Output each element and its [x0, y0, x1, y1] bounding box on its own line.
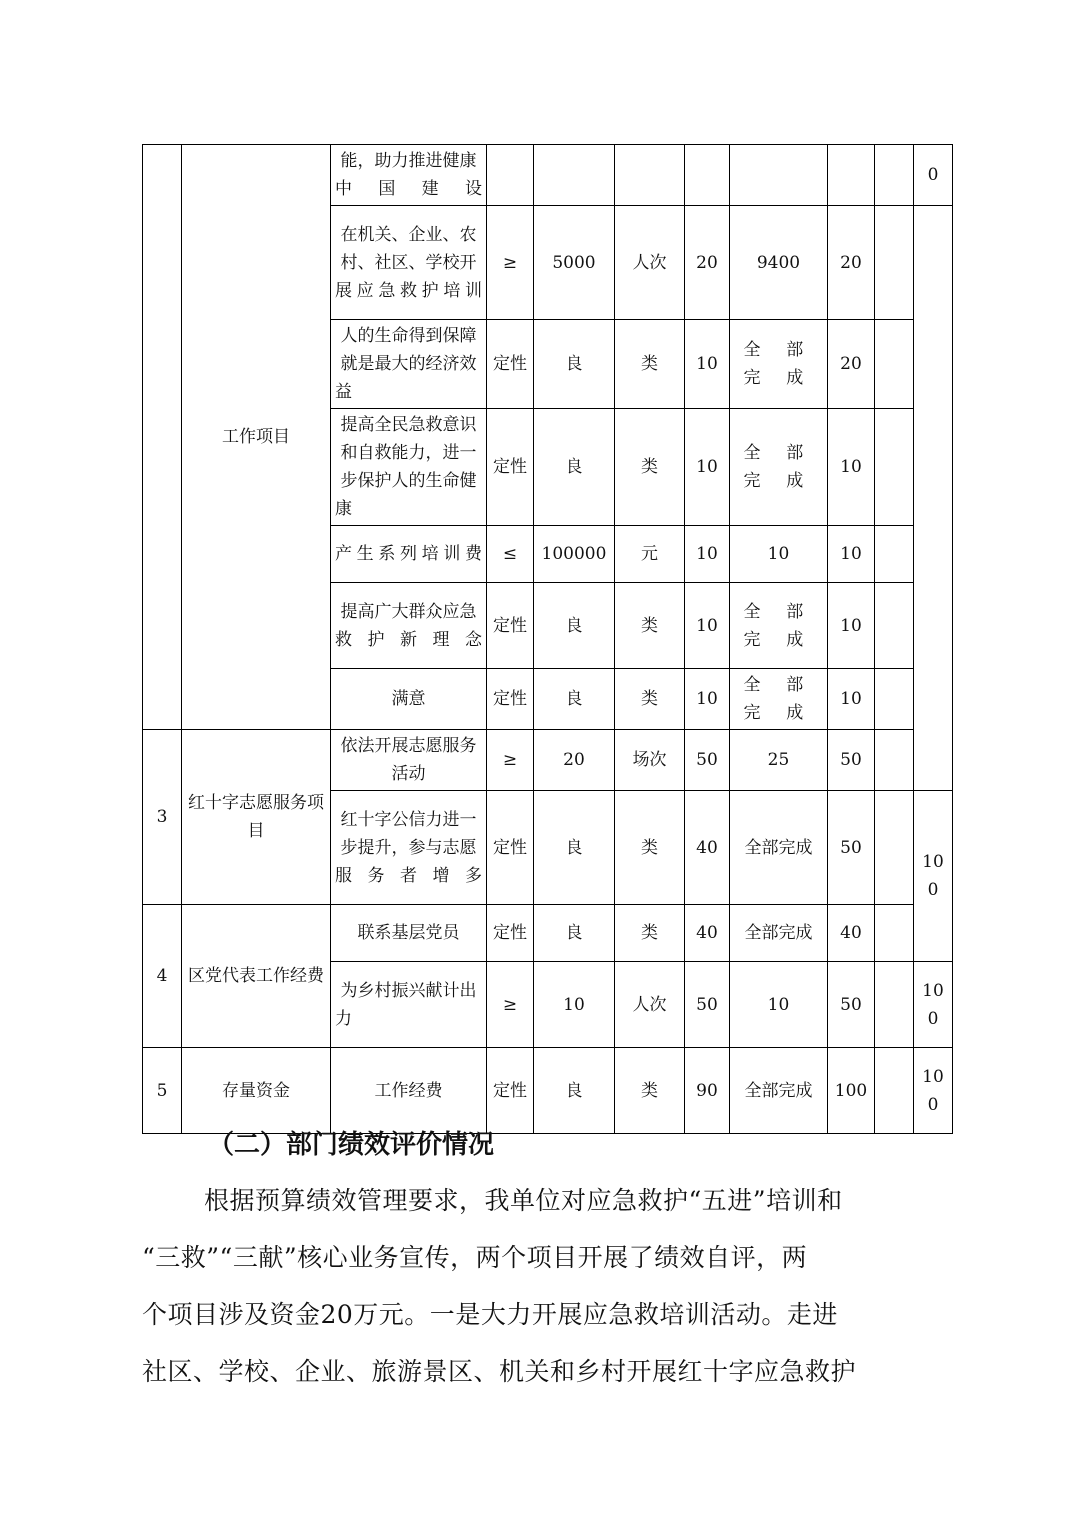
table-row: [143, 145, 953, 206]
indicator-cell: 满意: [331, 669, 487, 730]
weight-cell: 90: [685, 1048, 730, 1134]
symbol-cell: ≤: [487, 526, 534, 583]
score-cell: 10: [828, 526, 875, 583]
indicator-cell: 提高全民急救意识和自救能力，进一步保护人的生命健康: [331, 409, 487, 526]
unit-cell: 场次: [615, 730, 685, 791]
symbol-cell: 定性: [487, 1048, 534, 1134]
indicator-cell: 在机关、企业、农村、社区、学校开展应急救护培训: [331, 206, 487, 320]
symbol-cell: 定性: [487, 320, 534, 409]
total-score-cell: 100: [914, 1048, 953, 1134]
weight-cell: 50: [685, 730, 730, 791]
value-cell: 良: [534, 791, 615, 905]
paragraph-line: “三救”“三献”核心业务宣传，两个项目开展了绩效自评，两: [142, 1243, 808, 1272]
weight-cell: 20: [685, 206, 730, 320]
table-row: [143, 905, 953, 962]
project-cell: 区党代表工作经费: [182, 905, 331, 1048]
symbol-cell: 定性: [487, 669, 534, 730]
value-cell: 良: [534, 669, 615, 730]
symbol-cell: ≥: [487, 962, 534, 1048]
value-cell: 20: [534, 730, 615, 791]
value-cell: 良: [534, 1048, 615, 1134]
indicator-cell: 产生系列培训费: [331, 526, 487, 583]
symbol-cell: ≥: [487, 206, 534, 320]
actual-cell: 25: [730, 730, 828, 791]
indicator-cell: 提高广大群众应急救护新理念: [331, 583, 487, 669]
actual-cell: 全 部 完 成: [730, 583, 828, 669]
total-score-cell: [914, 206, 953, 791]
weight-cell: 10: [685, 320, 730, 409]
indicator-cell: 依法开展志愿服务活动: [331, 730, 487, 791]
weight-cell: 10: [685, 409, 730, 526]
unit-cell: 类: [615, 669, 685, 730]
indicator-cell: 联系基层党员: [331, 905, 487, 962]
indicator-cell: 红十字公信力进一步提升，参与志愿服务者增多: [331, 791, 487, 905]
unit-cell: 人次: [615, 206, 685, 320]
section-heading: （二）部门绩效评价情况: [208, 1130, 495, 1160]
score-cell: 20: [828, 320, 875, 409]
no-cell: 3: [143, 730, 182, 905]
unit-cell: 人次: [615, 962, 685, 1048]
actual-cell: 全部完成: [730, 905, 828, 962]
performance-table: [142, 144, 953, 1134]
unit-cell: 元: [615, 526, 685, 583]
actual-cell: 全 部 完 成: [730, 320, 828, 409]
value-cell: 良: [534, 583, 615, 669]
paragraph-line: 个项目涉及资金20万元。一是大力开展应急救培训活动。走进: [142, 1300, 838, 1329]
weight-cell: 40: [685, 791, 730, 905]
indicator-cell: 工作经费: [331, 1048, 487, 1134]
project-cell: 工作项目: [182, 145, 331, 730]
weight-cell: 10: [685, 583, 730, 669]
table-row: [143, 1048, 953, 1134]
total-score-cell: 0: [914, 145, 953, 206]
indicator-cell: 为乡村振兴献计出力: [331, 962, 487, 1048]
weight-cell: 10: [685, 669, 730, 730]
weight-cell: 40: [685, 905, 730, 962]
score-cell: 20: [828, 206, 875, 320]
table-row: [143, 730, 953, 791]
weight-cell: 50: [685, 962, 730, 1048]
score-cell: 10: [828, 409, 875, 526]
symbol-cell: ≥: [487, 730, 534, 791]
symbol-cell: 定性: [487, 905, 534, 962]
value-cell: 良: [534, 905, 615, 962]
actual-cell: 全 部 完 成: [730, 409, 828, 526]
score-cell: 50: [828, 962, 875, 1048]
indicator-cell: 能，助力推进健康中国建设: [331, 145, 487, 206]
score-cell: 10: [828, 583, 875, 669]
symbol-cell: 定性: [487, 583, 534, 669]
actual-cell: 全部完成: [730, 1048, 828, 1134]
body-paragraph: [142, 1172, 942, 1400]
score-cell: 50: [828, 791, 875, 905]
unit-cell: 类: [615, 905, 685, 962]
actual-cell: 9400: [730, 206, 828, 320]
paragraph-line: 根据预算绩效管理要求，我单位对应急救护“五进”培训和: [204, 1186, 843, 1215]
value-cell: 100000: [534, 526, 615, 583]
project-cell: 存量资金: [182, 1048, 331, 1134]
score-cell: 100: [828, 1048, 875, 1134]
symbol-cell: 定性: [487, 791, 534, 905]
value-cell: 10: [534, 962, 615, 1048]
value-cell: 良: [534, 409, 615, 526]
unit-cell: 类: [615, 791, 685, 905]
no-cell: 4: [143, 905, 182, 1048]
value-cell: 5000: [534, 206, 615, 320]
value-cell: 良: [534, 320, 615, 409]
no-cell: 5: [143, 1048, 182, 1134]
total-score-cell: 100: [914, 791, 953, 962]
project-cell: 红十字志愿服务项目: [182, 730, 331, 905]
paragraph-line: 社区、学校、企业、旅游景区、机关和乡村开展红十字应急救护: [142, 1357, 857, 1386]
score-cell: 40: [828, 905, 875, 962]
unit-cell: 类: [615, 1048, 685, 1134]
score-cell: 10: [828, 669, 875, 730]
actual-cell: 10: [730, 962, 828, 1048]
total-score-cell: 100: [914, 962, 953, 1048]
score-cell: 50: [828, 730, 875, 791]
symbol-cell: 定性: [487, 409, 534, 526]
actual-cell: 全部完成: [730, 791, 828, 905]
weight-cell: 10: [685, 526, 730, 583]
indicator-cell: 人的生命得到保障就是最大的经济效益: [331, 320, 487, 409]
unit-cell: 类: [615, 583, 685, 669]
unit-cell: 类: [615, 320, 685, 409]
unit-cell: 类: [615, 409, 685, 526]
actual-cell: 全 部 完 成: [730, 669, 828, 730]
no-cell: [143, 145, 182, 730]
actual-cell: 10: [730, 526, 828, 583]
